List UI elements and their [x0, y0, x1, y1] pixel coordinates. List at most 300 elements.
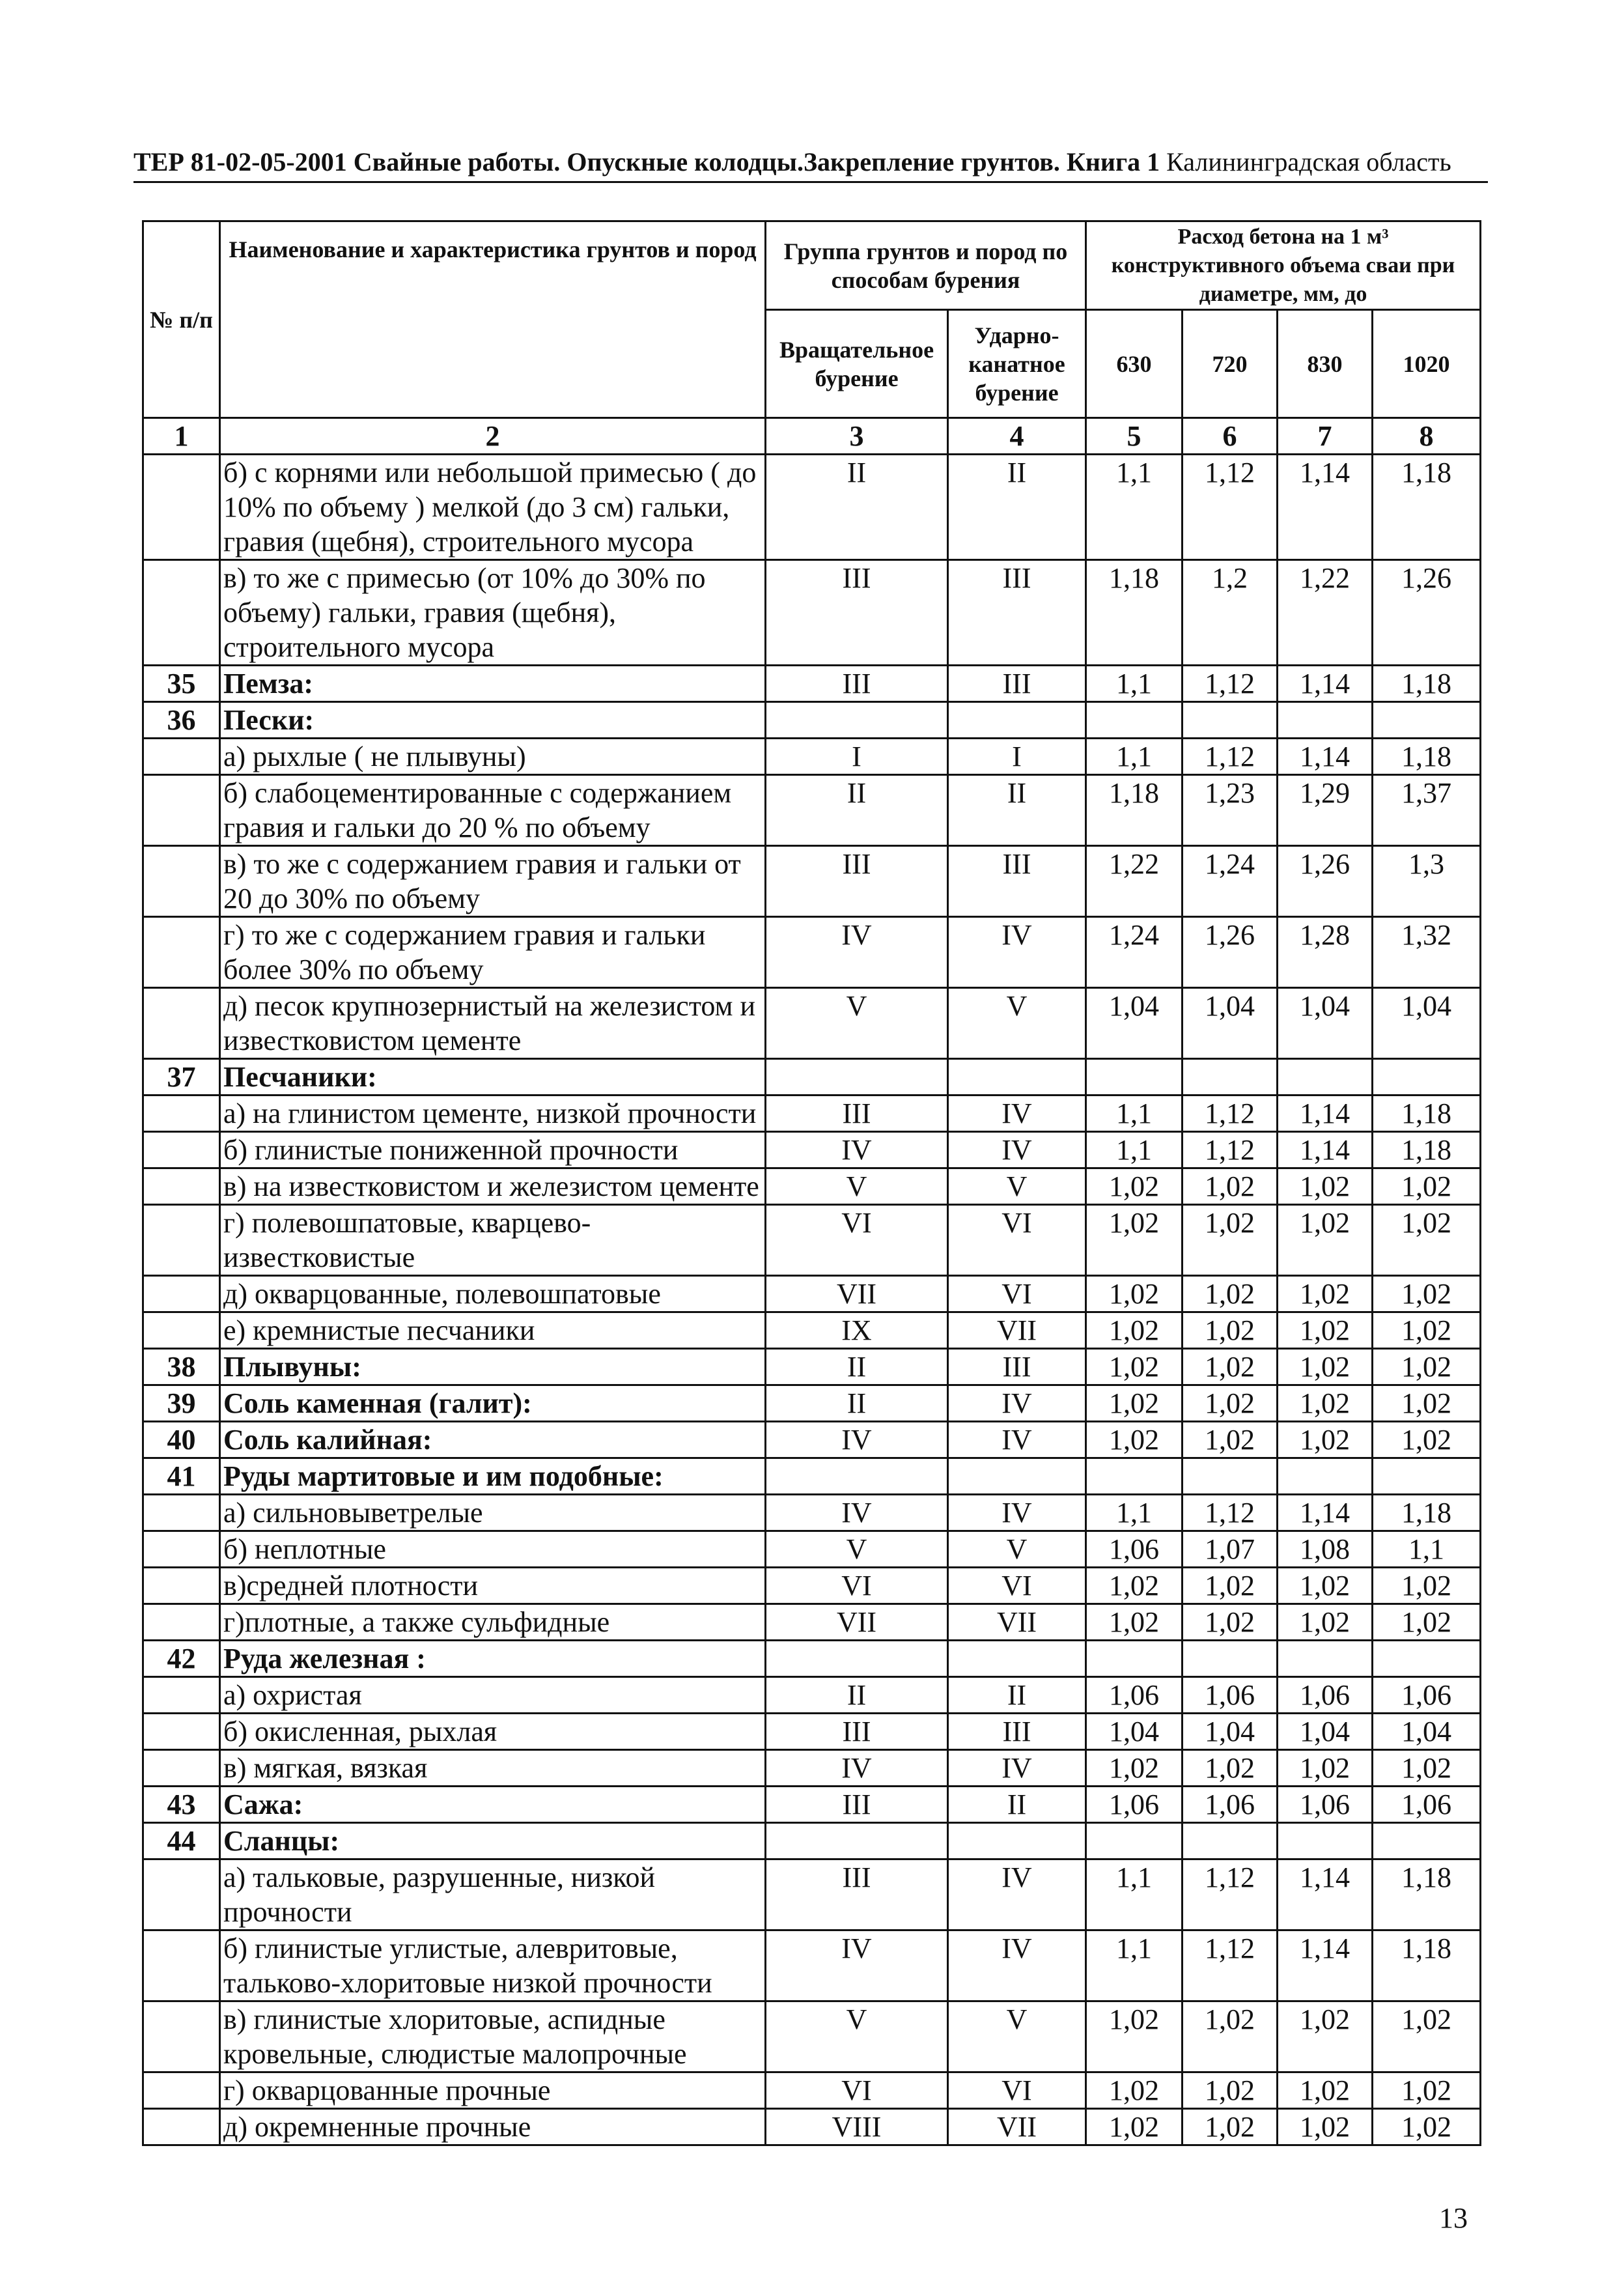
consumption-value	[1183, 1823, 1278, 1859]
group-cable: V	[948, 2001, 1086, 2072]
row-number	[143, 1604, 220, 1641]
consumption-value: 1,02	[1278, 1168, 1373, 1205]
column-number: 3	[766, 418, 948, 455]
group-cable: VI	[948, 1205, 1086, 1276]
consumption-value	[1086, 1458, 1183, 1495]
consumption-value: 1,02	[1373, 1422, 1481, 1458]
consumption-value: 1,14	[1278, 666, 1373, 702]
table-row	[143, 560, 1481, 666]
group-cable: IV	[948, 1096, 1086, 1132]
soil-name: б) глинистые углистые, алевритовые, тальково-хлоритовые низкой прочности	[220, 1930, 766, 2001]
group-cable: V	[948, 1531, 1086, 1568]
consumption-value: 1,18	[1373, 1132, 1481, 1168]
consumption-value: 1,02	[1183, 1312, 1278, 1349]
group-cable: VI	[948, 1276, 1086, 1312]
consumption-value: 1,02	[1086, 2001, 1183, 2072]
consumption-value: 1,02	[1278, 2001, 1373, 2072]
consumption-value	[1373, 1641, 1481, 1677]
consumption-value: 1,18	[1373, 739, 1481, 775]
soil-name: б) неплотные	[220, 1531, 766, 1568]
soil-name: в) мягкая, вязкая	[220, 1750, 766, 1787]
consumption-value: 1,12	[1183, 1495, 1278, 1531]
consumption-value: 1,02	[1183, 1604, 1278, 1641]
soil-name: б) слабоцементированные с содержанием гравия и гальки до 20 % по объему	[220, 775, 766, 846]
consumption-value: 1,02	[1183, 1276, 1278, 1312]
column-number: 5	[1086, 418, 1183, 455]
group-rotary: III	[766, 560, 948, 666]
group-cable: V	[948, 988, 1086, 1059]
consumption-value: 1,18	[1373, 666, 1481, 702]
soil-name: Соль калийная:	[220, 1422, 766, 1458]
group-cable: III	[948, 560, 1086, 666]
table-row	[143, 1823, 1481, 1859]
consumption-value: 1,18	[1373, 1930, 1481, 2001]
consumption-value	[1373, 702, 1481, 739]
table-row	[143, 702, 1481, 739]
row-number	[143, 1677, 220, 1714]
row-number	[143, 2072, 220, 2109]
consumption-value: 1,32	[1373, 917, 1481, 988]
consumption-value: 1,02	[1278, 1276, 1373, 1312]
row-number	[143, 988, 220, 1059]
group-cable: II	[948, 1787, 1086, 1823]
consumption-value: 1,02	[1183, 2072, 1278, 2109]
row-number	[143, 1096, 220, 1132]
consumption-value	[1278, 702, 1373, 739]
table-row	[143, 2109, 1481, 2145]
row-number: 36	[143, 702, 220, 739]
header-d830: 830	[1278, 310, 1373, 418]
consumption-value: 1,02	[1278, 1604, 1373, 1641]
header-d1020: 1020	[1373, 310, 1481, 418]
group-cable: V	[948, 1168, 1086, 1205]
table-row	[143, 1930, 1481, 2001]
group-rotary: IV	[766, 1750, 948, 1787]
soil-name: в) то же с примесью (от 10% до 30% по объему) гальки, гравия (щебня), строительного мусора	[220, 560, 766, 666]
soil-name: Сажа:	[220, 1787, 766, 1823]
table-row	[143, 988, 1481, 1059]
table-row	[143, 739, 1481, 775]
group-cable: IV	[948, 1750, 1086, 1787]
header-d720: 720	[1183, 310, 1278, 418]
consumption-value: 1,02	[1373, 1276, 1481, 1312]
group-rotary: VI	[766, 2072, 948, 2109]
soil-name: Песчаники:	[220, 1059, 766, 1096]
consumption-value: 1,18	[1086, 560, 1183, 666]
row-number	[143, 1205, 220, 1276]
consumption-value: 1,1	[1086, 455, 1183, 560]
soil-name: д) окремненные прочные	[220, 2109, 766, 2145]
group-cable: III	[948, 1349, 1086, 1385]
table-row	[143, 1349, 1481, 1385]
row-number	[143, 1276, 220, 1312]
consumption-value: 1,23	[1183, 775, 1278, 846]
consumption-value: 1,02	[1183, 1750, 1278, 1787]
row-number: 40	[143, 1422, 220, 1458]
column-number: 4	[948, 418, 1086, 455]
consumption-value: 1,02	[1183, 1168, 1278, 1205]
consumption-value: 1,02	[1086, 2072, 1183, 2109]
consumption-value: 1,02	[1278, 1385, 1373, 1422]
soil-name: в) то же с содержанием гравия и гальки от 20 до 30% по объему	[220, 846, 766, 917]
soil-name: б) с корнями или небольшой примесью ( до 10% по объему ) мелкой (до 3 см) гальки, гравия (щебня), строительного мусора	[220, 455, 766, 560]
group-rotary: III	[766, 1096, 948, 1132]
row-number	[143, 846, 220, 917]
table-row	[143, 1568, 1481, 1604]
group-rotary: IV	[766, 1495, 948, 1531]
consumption-value	[1183, 1641, 1278, 1677]
group-rotary: II	[766, 775, 948, 846]
consumption-value	[1086, 1641, 1183, 1677]
group-cable: VII	[948, 1312, 1086, 1349]
table-row	[143, 1168, 1481, 1205]
table-row	[143, 2072, 1481, 2109]
consumption-value: 1,02	[1373, 1312, 1481, 1349]
soil-name: Соль каменная (галит):	[220, 1385, 766, 1422]
soil-name: а) тальковые, разрушенные, низкой прочности	[220, 1859, 766, 1930]
soil-name: Пески:	[220, 702, 766, 739]
column-number: 6	[1183, 418, 1278, 455]
soil-name: а) сильновыветрелые	[220, 1495, 766, 1531]
group-cable: VI	[948, 1568, 1086, 1604]
group-rotary: III	[766, 666, 948, 702]
consumption-value: 1,12	[1183, 739, 1278, 775]
consumption-value: 1,12	[1183, 1096, 1278, 1132]
consumption-value: 1,07	[1183, 1531, 1278, 1568]
group-rotary: VII	[766, 1276, 948, 1312]
group-cable: II	[948, 775, 1086, 846]
group-cable: IV	[948, 1385, 1086, 1422]
soil-name: г)плотные, а также сульфидные	[220, 1604, 766, 1641]
group-rotary: V	[766, 988, 948, 1059]
row-number	[143, 1132, 220, 1168]
group-rotary: III	[766, 1859, 948, 1930]
group-rotary: II	[766, 455, 948, 560]
group-cable	[948, 702, 1086, 739]
consumption-value: 1,1	[1373, 1531, 1481, 1568]
header-title: ТЕР 81-02-05-2001 Свайные работы. Опускные колодцы.Закрепление грунтов. Книга 1	[133, 147, 1160, 177]
row-number	[143, 775, 220, 846]
consumption-value: 1,02	[1183, 1422, 1278, 1458]
consumption-value: 1,1	[1086, 1495, 1183, 1531]
soil-name: а) на глинистом цементе, низкой прочности	[220, 1096, 766, 1132]
consumption-value: 1,02	[1183, 2001, 1278, 2072]
table-row	[143, 775, 1481, 846]
group-rotary: IX	[766, 1312, 948, 1349]
soil-table	[142, 220, 1481, 2146]
group-rotary: V	[766, 2001, 948, 2072]
row-number	[143, 1531, 220, 1568]
group-cable: IV	[948, 1930, 1086, 2001]
group-rotary: II	[766, 1385, 948, 1422]
group-rotary: III	[766, 846, 948, 917]
table-row	[143, 1677, 1481, 1714]
consumption-value: 1,02	[1278, 2109, 1373, 2145]
consumption-value: 1,1	[1086, 739, 1183, 775]
consumption-value: 1,06	[1086, 1677, 1183, 1714]
consumption-value: 1,12	[1183, 1859, 1278, 1930]
consumption-value: 1,02	[1373, 1349, 1481, 1385]
consumption-value: 1,12	[1183, 1132, 1278, 1168]
consumption-value: 1,06	[1086, 1531, 1183, 1568]
consumption-value: 1,02	[1086, 1205, 1183, 1276]
table-row	[143, 1859, 1481, 1930]
group-rotary	[766, 1823, 948, 1859]
group-rotary: IV	[766, 917, 948, 988]
soil-name: б) окисленная, рыхлая	[220, 1714, 766, 1750]
group-cable: IV	[948, 1495, 1086, 1531]
group-cable: II	[948, 1677, 1086, 1714]
row-number	[143, 1568, 220, 1604]
soil-name: а) рыхлые ( не плывуны)	[220, 739, 766, 775]
group-cable: IV	[948, 1859, 1086, 1930]
consumption-value: 1,18	[1373, 1096, 1481, 1132]
table-row	[143, 846, 1481, 917]
group-cable: VII	[948, 1604, 1086, 1641]
row-number: 42	[143, 1641, 220, 1677]
table-row	[143, 1495, 1481, 1531]
group-rotary: I	[766, 739, 948, 775]
consumption-value: 1,22	[1278, 560, 1373, 666]
consumption-value: 1,02	[1373, 2001, 1481, 2072]
consumption-value: 1,02	[1373, 1604, 1481, 1641]
consumption-value	[1373, 1823, 1481, 1859]
group-rotary: V	[766, 1531, 948, 1568]
soil-name: д) песок крупнозернистый на железистом и известковистом цементе	[220, 988, 766, 1059]
consumption-value: 1,06	[1373, 1787, 1481, 1823]
consumption-value	[1086, 1823, 1183, 1859]
consumption-value: 1,14	[1278, 1859, 1373, 1930]
row-number	[143, 1168, 220, 1205]
soil-name: б) глинистые пониженной прочности	[220, 1132, 766, 1168]
column-number: 1	[143, 418, 220, 455]
group-rotary: VIII	[766, 2109, 948, 2145]
consumption-value: 1,02	[1373, 1385, 1481, 1422]
consumption-value: 1,1	[1086, 1132, 1183, 1168]
row-number	[143, 1714, 220, 1750]
consumption-value: 1,06	[1183, 1787, 1278, 1823]
table-row	[143, 1787, 1481, 1823]
soil-name: д) окварцованные, полевошпатовые	[220, 1276, 766, 1312]
row-number: 44	[143, 1823, 220, 1859]
table-row	[143, 1096, 1481, 1132]
table-row	[143, 917, 1481, 988]
consumption-value: 1,02	[1373, 1205, 1481, 1276]
table-row	[143, 1714, 1481, 1750]
consumption-value: 1,12	[1183, 666, 1278, 702]
consumption-value: 1,26	[1278, 846, 1373, 917]
group-rotary: VI	[766, 1568, 948, 1604]
consumption-value: 1,3	[1373, 846, 1481, 917]
consumption-value: 1,14	[1278, 1096, 1373, 1132]
soil-name: а) охристая	[220, 1677, 766, 1714]
consumption-value	[1086, 1059, 1183, 1096]
soil-name: г) полевошпатовые, кварцево-известковистые	[220, 1205, 766, 1276]
consumption-value: 1,02	[1086, 1422, 1183, 1458]
group-cable: IV	[948, 917, 1086, 988]
consumption-value: 1,22	[1086, 846, 1183, 917]
consumption-value: 1,37	[1373, 775, 1481, 846]
row-number	[143, 1495, 220, 1531]
consumption-value: 1,04	[1373, 988, 1481, 1059]
table-row	[143, 1750, 1481, 1787]
consumption-value: 1,04	[1373, 1714, 1481, 1750]
row-number: 37	[143, 1059, 220, 1096]
header-region: Калининградская область	[1160, 147, 1451, 177]
consumption-value: 1,02	[1183, 1385, 1278, 1422]
column-number-row	[143, 418, 1481, 455]
consumption-value: 1,02	[1278, 2072, 1373, 2109]
consumption-value: 1,06	[1278, 1787, 1373, 1823]
group-rotary: IV	[766, 1422, 948, 1458]
table-row	[143, 1205, 1481, 1276]
row-number	[143, 455, 220, 560]
consumption-value: 1,02	[1373, 1750, 1481, 1787]
soil-name: Пемза:	[220, 666, 766, 702]
consumption-value: 1,04	[1278, 1714, 1373, 1750]
consumption-value: 1,24	[1086, 917, 1183, 988]
row-number: 35	[143, 666, 220, 702]
consumption-value: 1,02	[1183, 1205, 1278, 1276]
header-num: № п/п	[143, 221, 220, 418]
row-number: 39	[143, 1385, 220, 1422]
consumption-value: 1,02	[1278, 1568, 1373, 1604]
consumption-value: 1,18	[1373, 1859, 1481, 1930]
column-number: 2	[220, 418, 766, 455]
table-row	[143, 455, 1481, 560]
consumption-value: 1,18	[1373, 455, 1481, 560]
soil-name: г) окварцованные прочные	[220, 2072, 766, 2109]
consumption-value: 1,1	[1086, 666, 1183, 702]
consumption-value	[1278, 1641, 1373, 1677]
table-row	[143, 1059, 1481, 1096]
consumption-value: 1,02	[1278, 1205, 1373, 1276]
group-rotary: II	[766, 1677, 948, 1714]
group-cable	[948, 1059, 1086, 1096]
consumption-value: 1,02	[1086, 1604, 1183, 1641]
group-cable: I	[948, 739, 1086, 775]
consumption-value	[1278, 1458, 1373, 1495]
consumption-value	[1278, 1059, 1373, 1096]
group-rotary	[766, 1059, 948, 1096]
row-number: 43	[143, 1787, 220, 1823]
column-number: 7	[1278, 418, 1373, 455]
group-rotary	[766, 1458, 948, 1495]
consumption-value	[1086, 702, 1183, 739]
table-row	[143, 1276, 1481, 1312]
row-number	[143, 560, 220, 666]
consumption-value: 1,1	[1086, 1096, 1183, 1132]
soil-name: в) глинистые хлоритовые, аспидные кровельные, слюдистые малопрочные	[220, 2001, 766, 2072]
group-cable: VII	[948, 2109, 1086, 2145]
consumption-value: 1,26	[1183, 917, 1278, 988]
row-number	[143, 2109, 220, 2145]
row-number: 38	[143, 1349, 220, 1385]
consumption-value: 1,02	[1086, 1168, 1183, 1205]
consumption-value: 1,02	[1086, 1385, 1183, 1422]
consumption-value: 1,14	[1278, 1495, 1373, 1531]
table-row	[143, 2001, 1481, 2072]
consumption-value: 1,06	[1373, 1677, 1481, 1714]
row-number	[143, 917, 220, 988]
group-rotary: VII	[766, 1604, 948, 1641]
header-d630: 630	[1086, 310, 1183, 418]
row-number	[143, 1750, 220, 1787]
group-rotary: IV	[766, 1930, 948, 2001]
consumption-value: 1,1	[1086, 1930, 1183, 2001]
group-rotary: III	[766, 1787, 948, 1823]
group-rotary	[766, 1641, 948, 1677]
table-row	[143, 1385, 1481, 1422]
row-number	[143, 739, 220, 775]
consumption-value: 1,29	[1278, 775, 1373, 846]
table-row	[143, 1132, 1481, 1168]
soil-name: Плывуны:	[220, 1349, 766, 1385]
page-number: 13	[1439, 2202, 1468, 2234]
soil-name: Сланцы:	[220, 1823, 766, 1859]
consumption-value: 1,04	[1086, 1714, 1183, 1750]
group-cable	[948, 1458, 1086, 1495]
consumption-value: 1,02	[1183, 2109, 1278, 2145]
consumption-value: 1,02	[1183, 1568, 1278, 1604]
consumption-value: 1,06	[1086, 1787, 1183, 1823]
group-cable: III	[948, 1714, 1086, 1750]
group-cable	[948, 1641, 1086, 1677]
group-cable	[948, 1823, 1086, 1859]
consumption-value: 1,14	[1278, 1132, 1373, 1168]
consumption-value: 1,04	[1278, 988, 1373, 1059]
consumption-value: 1,04	[1086, 988, 1183, 1059]
consumption-value: 1,06	[1183, 1677, 1278, 1714]
group-cable: IV	[948, 1132, 1086, 1168]
consumption-value	[1183, 1059, 1278, 1096]
table-body	[143, 455, 1481, 2145]
consumption-value: 1,12	[1183, 1930, 1278, 2001]
row-number	[143, 2001, 220, 2072]
consumption-value: 1,02	[1373, 1568, 1481, 1604]
consumption-value: 1,02	[1086, 1349, 1183, 1385]
consumption-value: 1,26	[1373, 560, 1481, 666]
group-rotary: V	[766, 1168, 948, 1205]
group-rotary: III	[766, 1714, 948, 1750]
header-group: Группа грунтов и пород по способам бурения	[766, 221, 1086, 310]
consumption-value: 1,18	[1373, 1495, 1481, 1531]
consumption-value: 1,02	[1086, 2109, 1183, 2145]
consumption-value	[1373, 1059, 1481, 1096]
consumption-value: 1,2	[1183, 560, 1278, 666]
table-row	[143, 1312, 1481, 1349]
soil-name: в)средней плотности	[220, 1568, 766, 1604]
consumption-value: 1,04	[1183, 988, 1278, 1059]
consumption-value: 1,02	[1278, 1312, 1373, 1349]
consumption-value: 1,04	[1183, 1714, 1278, 1750]
table-row	[143, 1641, 1481, 1677]
soil-name: Руда железная :	[220, 1641, 766, 1677]
consumption-value	[1373, 1458, 1481, 1495]
group-cable: III	[948, 846, 1086, 917]
consumption-value	[1183, 702, 1278, 739]
group-cable: III	[948, 666, 1086, 702]
consumption-value: 1,02	[1086, 1750, 1183, 1787]
consumption-value: 1,02	[1086, 1276, 1183, 1312]
header-rotary: Вращательное бурение	[766, 310, 948, 418]
consumption-value: 1,08	[1278, 1531, 1373, 1568]
header-consumption: Расход бетона на 1 м³ конструктивного объема сваи при диаметре, мм, до	[1086, 221, 1481, 310]
soil-name: Руды мартитовые и им подобные:	[220, 1458, 766, 1495]
consumption-value: 1,12	[1183, 455, 1278, 560]
consumption-value: 1,14	[1278, 455, 1373, 560]
group-cable: II	[948, 455, 1086, 560]
